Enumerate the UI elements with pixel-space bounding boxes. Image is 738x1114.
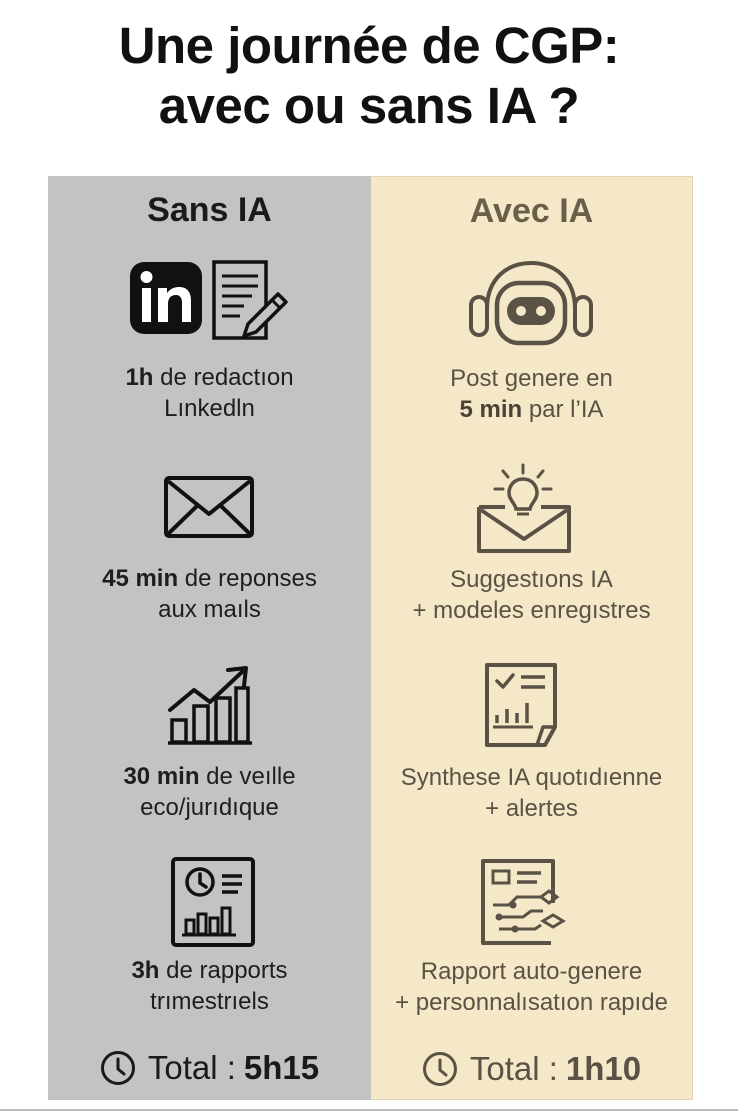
list-item: 45 min de reponses aux maıls [102, 565, 317, 623]
report-circuit-icon [479, 857, 571, 947]
title-line-2: avec ou sans IA ? [158, 77, 580, 134]
total-avec-ia [371, 1045, 692, 1093]
column-heading-sans-ia: Sans IA [147, 191, 272, 229]
divider [0, 1109, 738, 1111]
list-item: 1h de redactıon Lınkedln [125, 364, 294, 422]
list-item: Post genere en 5 min par l’IA [450, 365, 613, 423]
total-value: 1h10 [565, 1050, 642, 1087]
lightbulb-envelope-icon [475, 463, 575, 555]
title-line-1: Une journée de CGP: [118, 17, 620, 74]
total-value: 5h15 [243, 1049, 320, 1086]
list-item: Rapport auto-genere + personnalısatıon rapıde [395, 958, 668, 1016]
clock-icon [100, 1050, 136, 1086]
checklist-document-icon [483, 661, 563, 747]
robot-headset-icon [469, 259, 593, 349]
report-clock-icon [170, 856, 256, 948]
column-heading-avec-ia: Avec IA [469, 192, 594, 230]
clock-icon [422, 1051, 458, 1087]
total-label: Total : [147, 1049, 236, 1086]
column-sans-ia [48, 176, 371, 1100]
list-item: 3h de rapports trımestrıels [131, 957, 288, 1015]
envelope-icon [163, 474, 255, 540]
total-label: Total : [469, 1050, 558, 1087]
page-title [0, 16, 738, 136]
rising-bar-chart-icon [166, 664, 256, 746]
total-sans-ia [48, 1044, 371, 1092]
list-item: 30 min de veılle eco/jurıdıque [123, 763, 296, 821]
column-avec-ia [371, 176, 693, 1100]
list-item: Suggestıons IA + modeles enregıstres [412, 566, 651, 624]
linkedin-document-icon [128, 258, 288, 344]
list-item: Synthese IA quotıdıenne + alertes [400, 764, 663, 822]
